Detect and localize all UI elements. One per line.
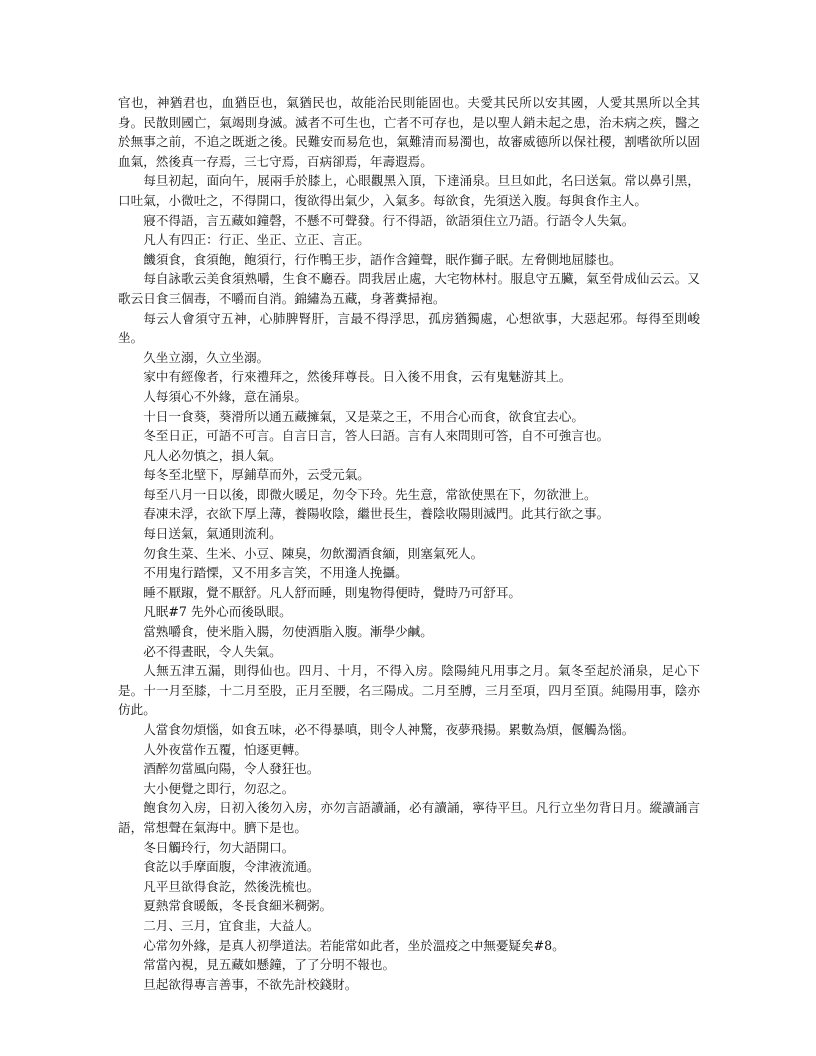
paragraph: 官也，神猶君也，血猶臣也，氣猶民也，故能治民則能固也。夫愛其民所以安其國，人愛其黑所以全其身。民散則國亡，氣竭則身滅。滅者不可生也，亡者不可存也，是以聖人銷未起之患，治未病之疾，醫之於無事之前，不追之既逝之後。民難安而易危也，氣難清而易濁也，故審威德所以保社稷，割嗜欲所以固血氣，然後真一存焉，三七守焉，百病卻焉，年壽遐焉。 (118, 95, 700, 169)
paragraph: 人當食勿煩惱，如食五味，必不得暴嗔，則令人神驚，夜夢飛揚。累數為煩，偃觸為惱。 (143, 722, 635, 737)
paragraph: 久坐立溺，久立坐溺。 (143, 349, 270, 365)
paragraph: 常當內視，見五藏如懸鐘，了了分明不報也。 (143, 957, 396, 973)
paragraph: 人外夜當作五覆，怕逐更轉。 (143, 741, 307, 757)
paragraph: 每旦初起，面向午，展兩手於膝上，心眼觀黑入頂，下達涌泉。旦旦如此，名曰送氣。常以鼻引黑，口吐氣，小微吐之，不得開口，復欲得出氣少，入氣多。每欲食，先須送入腹。每與食作主人。 (118, 173, 700, 208)
paragraph: 睡不厭踧，覺不厭舒。凡人舒而睡，則鬼物得便時，覺時乃可舒耳。 (143, 584, 521, 600)
paragraph: 夏熱常食暖飯，冬長食細米稠粥。 (143, 898, 333, 914)
paragraph: 家中有經像者，行來禮拜之，然後拜尊長。日入後不用食，云有鬼魅游其上。 (143, 369, 572, 385)
paragraph: 人每須心不外緣，意在涌泉。 (143, 388, 307, 404)
document-page (118, 93, 700, 994)
paragraph: 每至八月一日以後，即微火暖足，勿令下玲。先生意，常欲使黑在下，勿欲泄上。 (143, 486, 597, 502)
paragraph: 二月、三月，宜食韭，大益人。 (143, 917, 320, 933)
paragraph: 饑須食，食須飽，飽須行，行作鴨王步，語作含鐘聲，眠作獅子眠。左脅側地屈膝也。 (143, 251, 622, 267)
paragraph: 寢不得語，言五藏如鐘磬，不懸不可聲發。行不得語，欲語須住立乃語。行語令人失氣。 (143, 212, 635, 228)
paragraph: 旦起欲得專言善事，不欲先計校錢財。 (143, 976, 358, 992)
paragraph: 當熟嚼食，使米脂入腸，勿使酒脂入腹。漸學少鹹。 (143, 624, 433, 640)
paragraph: 人無五津五漏，則得仙也。四月、十月，不得入房。陰陽純凡用事之月。氣冬至起於涌泉，足心下是。十一月至膝，十二月至股，正月至腰，名三陽成。二月至膊，三月至項，四月至頂。純陽用事，陰亦仿此。 (118, 663, 700, 718)
paragraph: 酒醉勿當風向陽，令人發狂也。 (143, 761, 320, 777)
paragraph: 不用鬼行踏慄，又不用多言笑，不用逢人挽攝。 (143, 565, 408, 581)
paragraph: 十日一食葵，葵滑所以通五藏擁氣，又是菜之王，不用合心而食，欲食宜去心。 (143, 408, 584, 424)
paragraph: 必不得晝眠，令人失氣。 (143, 643, 282, 659)
paragraph: 凡平旦欲得食訖，然後洗梳也。 (143, 878, 320, 894)
paragraph: 勿食生菜、生米、小豆、陳臭，勿飲濁酒食緬，則塞氣死人。 (143, 545, 484, 561)
paragraph: 凡人必勿慎之，損人氣。 (143, 447, 282, 463)
paragraph: 冬日觸玲行，勿大語開口。 (143, 839, 295, 855)
paragraph: 大小便覺之即行，勿忍之。 (143, 780, 295, 796)
paragraph: 心常勿外緣，是真人初學道法。若能常如此者，坐於溫疫之中無憂疑矣#8。 (143, 937, 565, 953)
paragraph: 食訖以手摩面腹，令津液流通。 (143, 859, 320, 875)
paragraph: 凡眠#7 先外心而後臥眼。 (143, 604, 292, 620)
paragraph: 每日送氣，氣通則流利。 (143, 526, 282, 542)
paragraph: 凡人有四正：行正、坐正、立正、言正。 (143, 232, 370, 248)
paragraph: 冬至日正，可語不可言。自言日言，答人曰語。言有人來問則可答，自不可強言也。 (143, 428, 610, 444)
paragraph: 每云人會須守五神，心肺脾腎肝，言最不得浮思，孤房猶獨處，心想欲事，大惡起邪。每得至則峻坐。 (118, 310, 700, 346)
paragraph: 春凍未浮，衣欲下厚上薄，養陽收陰，繼世長生，養陰收陽則滅門。此其行欲之事。 (143, 506, 610, 522)
paragraph: 每自詠歌云美食須熟嚼，生食不廳吞。問我居止處，大宅物林村。服息守五臟，氣至骨成仙云云。又歌云日食三個毒，不嚼而自消。錦繡為五藏，身著糞掃袍。 (118, 271, 700, 306)
paragraph: 飽食勿入房，日初入後勿入房，亦勿言語讀誦，必有讀誦，寧待平旦。凡行立坐勿背日月。縱讀誦言語，常想聲在氣海中。臍下是也。 (118, 800, 700, 835)
paragraph: 每冬至北壁下，厚鋪草而外，云受元氣。 (143, 467, 370, 483)
